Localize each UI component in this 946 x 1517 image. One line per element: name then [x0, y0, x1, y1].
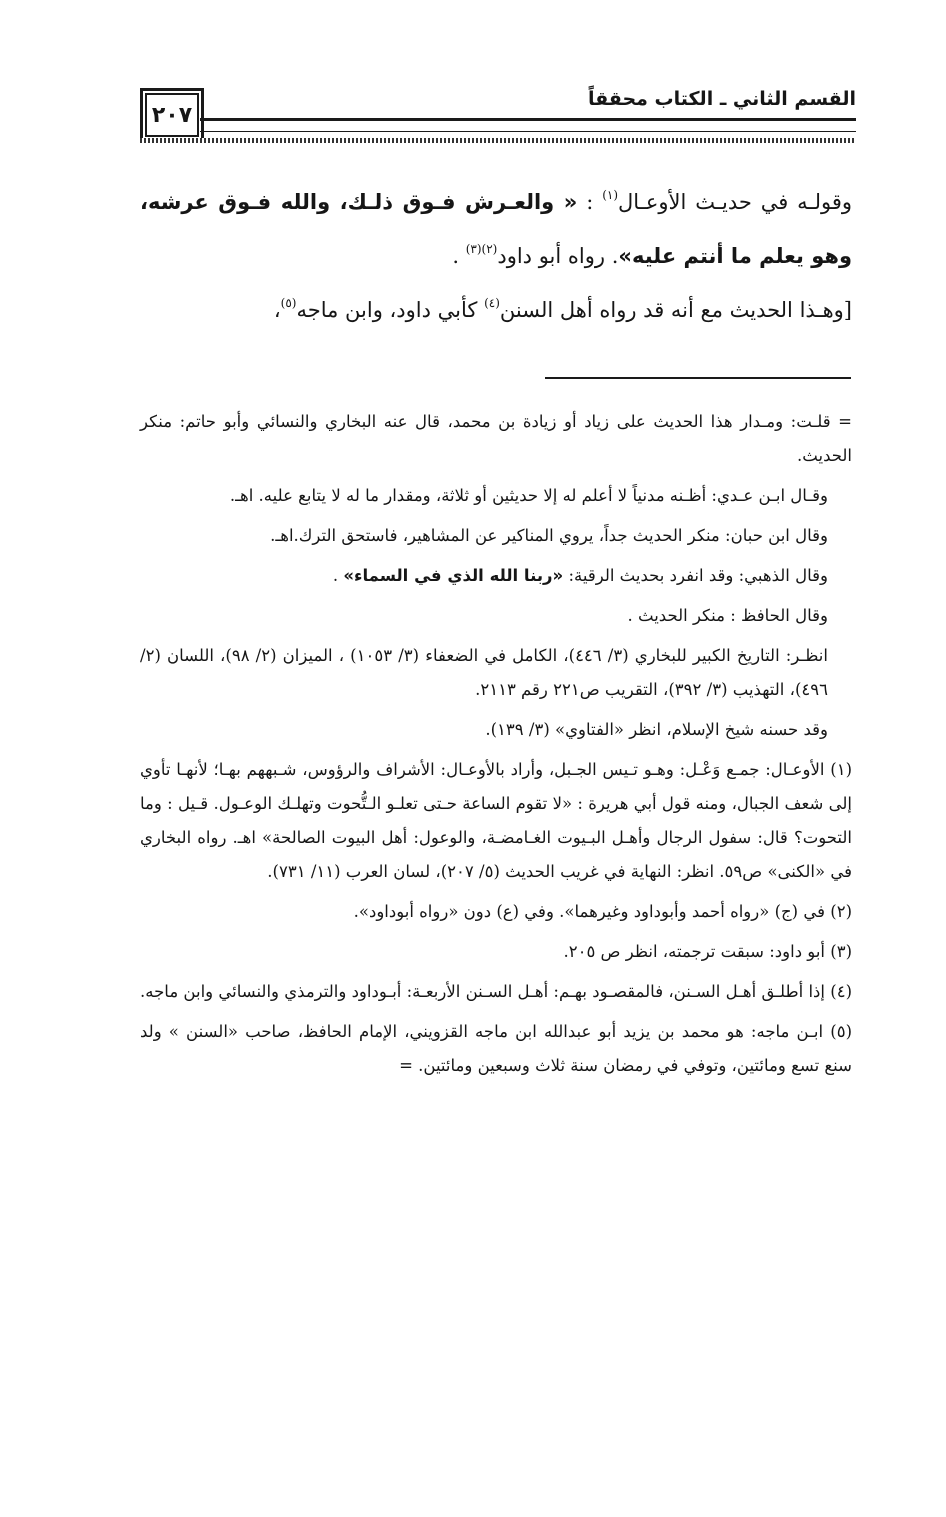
header-rule-hatch	[140, 138, 856, 143]
page-number: ٢٠٧	[140, 88, 204, 142]
text-run: وقولـه في حديـث الأوعـال	[618, 190, 852, 214]
footnote-continuation: وقال ابن حبان: منكر الحديث جداً، يروي المناكير عن المشاهير، فاستحق الترك.اهـ.	[270, 526, 828, 545]
text-run: . رواه أبو داود	[497, 244, 619, 268]
footnote-continuation: انظـر: التاريخ الكبير للبخاري (٣/ ٤٤٦)، الكامل في الضعفاء (٣/ ١٠٥٣) ، الميزان (٢/ ٩٨)، اللسان (٢/ ٤٩٦)، التهذيب (٣/ ٣٩٢)، التقريب ص٢٢١ رقم ٢١١٣.	[140, 646, 828, 699]
footnote-continuation: وقال الحافظ : منكر الحديث .	[627, 606, 828, 625]
footnote-continuation: وقـال ابـن عـدي: أظـنه مدنياً لا أعلم له إلا حديثين أو ثلاثة، ومقدار ما له لا يتابع عليه. اهـ.	[229, 486, 828, 505]
footnote-continuation	[140, 559, 852, 593]
footnote-ref: (١)	[602, 188, 619, 202]
hadith-quote: «ربنا الله الذي في السماء»	[343, 566, 564, 585]
text-run: :	[577, 190, 603, 214]
text-run: ،	[273, 298, 281, 322]
running-title: القسم الثاني ـ الكتاب محققاً	[587, 88, 856, 110]
main-text	[140, 175, 852, 337]
footnotes	[140, 405, 852, 1089]
footnote-continuation: وقد حسنه شيخ الإسلام، انظر «الفتاوي» (٣/ ١٣٩).	[485, 720, 828, 739]
text-run: كأبي داود، وابن ماجه	[296, 298, 485, 322]
footnote-continuation: = قلـت: ومـدار هذا الحديث على زياد أو زيادة بن محمد، قال عنه البخاري والنسائي وأبو حاتم: منكر الحديث.	[140, 412, 852, 465]
hadith-quote: « والعـرش فـوق ذلـك، والله فـوق عرشه، وهو يعلم ما أنتم عليه»	[140, 190, 852, 268]
text-run: .	[332, 566, 344, 585]
footnote-4: (٤) إذا أطلـق أهـل السـنن، فالمقصـود بهـم: أهـل السـنن الأربعـة: أبـوداود والترمذي والنسائي وابن ماجه.	[140, 982, 852, 1001]
footnote-3: (٣) أبو داود: سبقت ترجمته، انظر ص ٢٠٥.	[563, 942, 852, 961]
footnote-ref: (٤)	[484, 296, 500, 310]
footnote-1: (١) الأوعـال: جمـع وَعْـل: وهـو تـيس الجـبل، وأراد بالأوعـال: الأشراف والرؤوس، شـبههم بهـا؛ لأنهـا تأوي إلى شعف الجبال، ومنه قول أبي هريرة : «لا تقوم الساعة حـتى تعلـو الـتُّحوت وتهلـك الوعـول. قـيل : وما التحوت؟ قال: سفول الرجال وأهـل البـيوت الغـامضـة، والوعول: أهل البيوت الصالحة» اهـ. رواه البخاري في «الكنى» ص٥٩. انظر: النهاية في غريب الحديث (٥/ ٢٠٧)، لسان العرب (١١/ ٧٣١).	[140, 760, 852, 881]
footnote-ref: (٢)(٣)	[465, 242, 498, 256]
main-paragraph-1	[140, 175, 852, 283]
footnote-2: (٢) في (ج) «رواه أحمد وأبوداود وغيرهما». وفي (ع) دون «رواه أبوداود».	[353, 902, 852, 921]
footnote-ref: (٥)	[280, 296, 297, 310]
text-run: وقال الذهبي: وقد انفرد بحديث الرقية:	[563, 566, 828, 585]
page-header	[140, 88, 856, 148]
footnote-5: (٥) ابـن ماجه: هو محمد بن يزيد أبو عبدالله ابن ماجه القزويني، الإمام الحافظ، صاحب «السنن » ولد سنع تسع ومائتين، وتوفي في رمضان سنة ثلاث وسبعين ومائتين. =	[140, 1022, 852, 1075]
footnote-separator	[545, 377, 851, 379]
text-run: [وهـذا الحديث مع أنه قد رواه أهل السنن	[499, 298, 852, 322]
header-rule	[200, 118, 856, 132]
main-paragraph-2	[140, 283, 852, 337]
text-run: .	[452, 244, 466, 268]
